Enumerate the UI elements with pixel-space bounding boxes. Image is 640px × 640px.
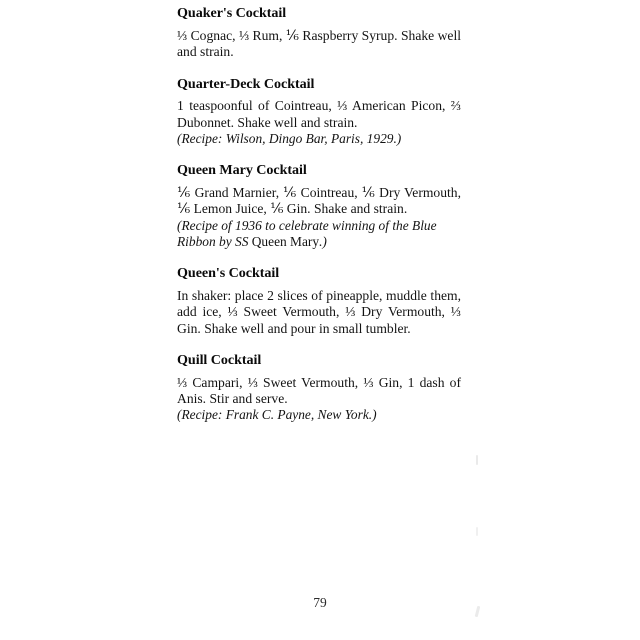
scan-artifact-mark	[476, 455, 478, 465]
recipe-body: ⅓ Cognac, ⅓ Rum, ⅙ Raspberry Syrup. Shake well and strain.	[177, 27, 461, 60]
recipe-title: Quill Cocktail	[177, 351, 262, 368]
recipe-list	[177, 6, 461, 424]
page-number: 79	[313, 595, 327, 610]
recipe-entry-quill	[177, 353, 461, 424]
recipe-title: Quarter-Deck Cocktail	[177, 75, 315, 92]
recipe-title: Queen's Cocktail	[177, 265, 280, 282]
note-prefix-text: (Recipe of 1936 to celebrate winning of the Blue Ribbon by SS	[177, 217, 437, 249]
note-ship-name: Queen Mary	[251, 233, 320, 249]
recipe-attribution-note: (Recipe: Wilson, Dingo Bar, Paris, 1929.)	[177, 131, 402, 147]
recipe-entry-quakers	[177, 6, 461, 61]
note-suffix-text: .)	[319, 233, 327, 249]
recipe-entry-queen-mary	[177, 163, 461, 250]
recipe-body: In shaker: place 2 slices of pineapple, muddle them, add ice, ⅓ Sweet Vermouth, ⅓ Dry Vermouth, ⅓ Gin. Shake well and pour in small tumbler.	[177, 287, 461, 336]
recipe-body: ⅓ Campari, ⅓ Sweet Vermouth, ⅓ Gin, 1 dash of Anis. Stir and serve.	[177, 374, 461, 407]
recipe-body: ⅙ Grand Marnier, ⅙ Cointreau, ⅙ Dry Vermouth, ⅙ Lemon Juice, ⅙ Gin. Shake and strain.	[177, 184, 461, 217]
recipe-entry-quarter-deck	[177, 77, 461, 148]
recipe-title: Quaker's Cocktail	[177, 5, 287, 21]
recipe-attribution-note: (Recipe: Frank C. Payne, New York.)	[177, 407, 377, 423]
recipe-body: 1 teaspoonful of Cointreau, ⅓ American Picon, ⅔ Dubonnet. Shake well and strain.	[177, 98, 461, 130]
recipe-entry-queens	[177, 266, 461, 337]
recipe-attribution-note	[177, 218, 461, 250]
scan-artifact-mark	[476, 527, 478, 536]
recipe-title: Queen Mary Cocktail	[177, 162, 307, 179]
